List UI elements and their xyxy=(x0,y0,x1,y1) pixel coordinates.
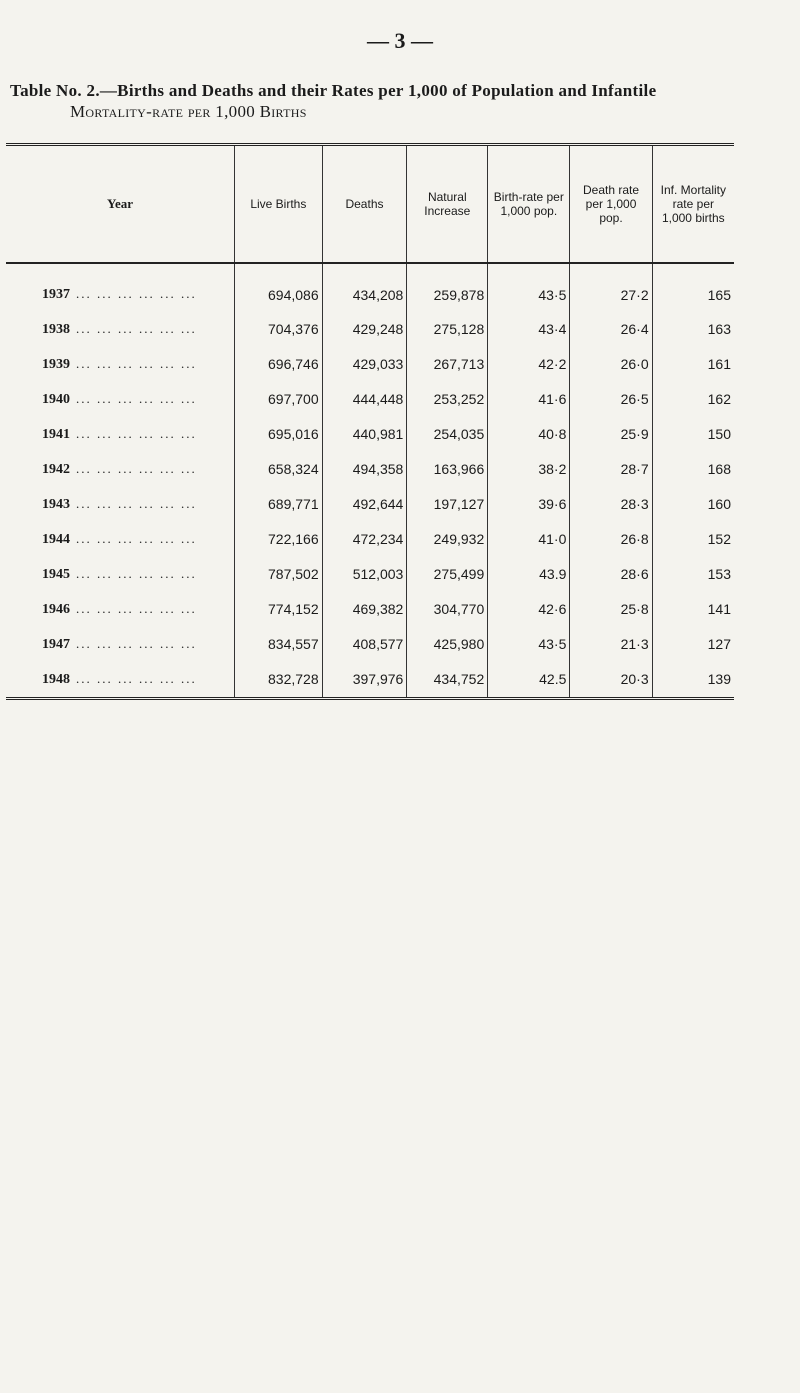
live-births-cell: 689,771 xyxy=(235,487,323,522)
inf-mortality-cell: 161 xyxy=(652,347,734,382)
death-rate-cell: 28·7 xyxy=(570,452,652,487)
death-rate-cell: 28·3 xyxy=(570,487,652,522)
leader-dots: ... ... ... ... ... ... xyxy=(76,320,197,336)
year-label: 1946 xyxy=(42,601,70,617)
natural-increase-cell: 275,499 xyxy=(407,557,488,592)
natural-increase-cell: 259,878 xyxy=(407,263,488,312)
death-rate-cell: 26·4 xyxy=(570,312,652,347)
leader-dots: ... ... ... ... ... ... xyxy=(76,355,197,371)
death-rate-cell: 27·2 xyxy=(570,263,652,312)
year-cell xyxy=(6,263,235,312)
deaths-cell: 492,644 xyxy=(322,487,407,522)
year-label: 1938 xyxy=(42,321,70,337)
live-births-cell: 774,152 xyxy=(235,592,323,627)
year-label: 1945 xyxy=(42,566,70,582)
header-inf-mortality: Inf. Mortality rate per 1,000 births xyxy=(652,145,734,263)
leader-dots: ... ... ... ... ... ... xyxy=(76,670,197,686)
death-rate-cell: 26·8 xyxy=(570,522,652,557)
table-row xyxy=(6,263,734,312)
live-births-cell: 697,700 xyxy=(235,382,323,417)
leader-dots: ... ... ... ... ... ... xyxy=(76,600,197,616)
year-cell xyxy=(6,522,235,557)
births-deaths-table xyxy=(6,143,734,700)
leader-dots: ... ... ... ... ... ... xyxy=(76,425,197,441)
inf-mortality-cell: 127 xyxy=(652,627,734,662)
leader-dots: ... ... ... ... ... ... xyxy=(76,530,197,546)
table-row xyxy=(6,522,734,557)
year-cell xyxy=(6,557,235,592)
live-births-cell: 694,086 xyxy=(235,263,323,312)
death-rate-cell: 20·3 xyxy=(570,662,652,699)
table-header-row xyxy=(6,145,734,263)
deaths-cell: 512,003 xyxy=(322,557,407,592)
deaths-cell: 472,234 xyxy=(322,522,407,557)
death-rate-cell: 21·3 xyxy=(570,627,652,662)
year-label: 1941 xyxy=(42,426,70,442)
birth-rate-cell: 42·2 xyxy=(488,347,570,382)
inf-mortality-cell: 168 xyxy=(652,452,734,487)
natural-increase-cell: 275,128 xyxy=(407,312,488,347)
live-births-cell: 787,502 xyxy=(235,557,323,592)
live-births-cell: 695,016 xyxy=(235,417,323,452)
table-row xyxy=(6,382,734,417)
birth-rate-cell: 39·6 xyxy=(488,487,570,522)
death-rate-cell: 26·5 xyxy=(570,382,652,417)
birth-rate-cell: 42.5 xyxy=(488,662,570,699)
deaths-cell: 429,248 xyxy=(322,312,407,347)
birth-rate-cell: 43·4 xyxy=(488,312,570,347)
year-cell xyxy=(6,487,235,522)
page-number: — 3 — xyxy=(367,28,433,53)
death-rate-cell: 25·8 xyxy=(570,592,652,627)
natural-increase-cell: 197,127 xyxy=(407,487,488,522)
natural-increase-cell: 425,980 xyxy=(407,627,488,662)
deaths-cell: 444,448 xyxy=(322,382,407,417)
death-rate-cell: 26·0 xyxy=(570,347,652,382)
birth-rate-cell: 42·6 xyxy=(488,592,570,627)
deaths-cell: 469,382 xyxy=(322,592,407,627)
live-births-cell: 658,324 xyxy=(235,452,323,487)
inf-mortality-cell: 141 xyxy=(652,592,734,627)
table-title-line-2: Mortality-rate per 1,000 Births xyxy=(70,102,307,121)
leader-dots: ... ... ... ... ... ... xyxy=(76,286,197,301)
year-label: 1942 xyxy=(42,461,70,477)
natural-increase-cell: 163,966 xyxy=(407,452,488,487)
deaths-cell: 434,208 xyxy=(322,263,407,312)
death-rate-cell: 28·6 xyxy=(570,557,652,592)
table-row xyxy=(6,312,734,347)
inf-mortality-cell: 152 xyxy=(652,522,734,557)
table-row xyxy=(6,452,734,487)
live-births-cell: 834,557 xyxy=(235,627,323,662)
natural-increase-cell: 304,770 xyxy=(407,592,488,627)
table-row xyxy=(6,557,734,592)
birth-rate-cell: 43.9 xyxy=(488,557,570,592)
table-row xyxy=(6,592,734,627)
year-label: 1948 xyxy=(42,671,70,687)
birth-rate-cell: 41·6 xyxy=(488,382,570,417)
inf-mortality-cell: 163 xyxy=(652,312,734,347)
leader-dots: ... ... ... ... ... ... xyxy=(76,495,197,511)
inf-mortality-cell: 150 xyxy=(652,417,734,452)
year-label: 1937 xyxy=(42,287,70,302)
header-death-rate: Death rate per 1,000 pop. xyxy=(570,145,652,263)
year-label: 1940 xyxy=(42,391,70,407)
year-cell xyxy=(6,382,235,417)
year-cell xyxy=(6,662,235,699)
leader-dots: ... ... ... ... ... ... xyxy=(76,390,197,406)
birth-rate-cell: 43·5 xyxy=(488,263,570,312)
year-cell xyxy=(6,627,235,662)
deaths-cell: 440,981 xyxy=(322,417,407,452)
year-label: 1944 xyxy=(42,531,70,547)
deaths-cell: 494,358 xyxy=(322,452,407,487)
inf-mortality-cell: 162 xyxy=(652,382,734,417)
header-live-births: Live Births xyxy=(235,145,323,263)
natural-increase-cell: 267,713 xyxy=(407,347,488,382)
deaths-cell: 408,577 xyxy=(322,627,407,662)
birth-rate-cell: 43·5 xyxy=(488,627,570,662)
natural-increase-cell: 254,035 xyxy=(407,417,488,452)
inf-mortality-cell: 160 xyxy=(652,487,734,522)
leader-dots: ... ... ... ... ... ... xyxy=(76,565,197,581)
leader-dots: ... ... ... ... ... ... xyxy=(76,460,197,476)
deaths-cell: 429,033 xyxy=(322,347,407,382)
year-label: 1939 xyxy=(42,356,70,372)
table-row xyxy=(6,347,734,382)
birth-rate-cell: 38·2 xyxy=(488,452,570,487)
table-title-line-1: Table No. 2.—Births and Deaths and their Rates per 1,000 of Population and Infantile xyxy=(10,81,657,100)
header-birth-rate: Birth-rate per 1,000 pop. xyxy=(488,145,570,263)
natural-increase-cell: 249,932 xyxy=(407,522,488,557)
birth-rate-cell: 41·0 xyxy=(488,522,570,557)
table-row xyxy=(6,487,734,522)
inf-mortality-cell: 153 xyxy=(652,557,734,592)
header-natural-increase: Natural Increase xyxy=(407,145,488,263)
natural-increase-cell: 434,752 xyxy=(407,662,488,699)
natural-increase-cell: 253,252 xyxy=(407,382,488,417)
live-births-cell: 722,166 xyxy=(235,522,323,557)
live-births-cell: 832,728 xyxy=(235,662,323,699)
year-label: 1943 xyxy=(42,496,70,512)
year-cell xyxy=(6,312,235,347)
inf-mortality-cell: 139 xyxy=(652,662,734,699)
leader-dots: ... ... ... ... ... ... xyxy=(76,635,197,651)
deaths-cell: 397,976 xyxy=(322,662,407,699)
table-row xyxy=(6,627,734,662)
year-cell xyxy=(6,452,235,487)
table-title xyxy=(10,80,790,122)
live-births-cell: 704,376 xyxy=(235,312,323,347)
year-cell xyxy=(6,592,235,627)
year-label: 1947 xyxy=(42,636,70,652)
table-row xyxy=(6,662,734,699)
birth-rate-cell: 40·8 xyxy=(488,417,570,452)
inf-mortality-cell: 165 xyxy=(652,263,734,312)
table-row xyxy=(6,417,734,452)
year-cell xyxy=(6,417,235,452)
year-cell xyxy=(6,347,235,382)
death-rate-cell: 25·9 xyxy=(570,417,652,452)
header-year: Year xyxy=(6,145,235,263)
header-deaths: Deaths xyxy=(322,145,407,263)
live-births-cell: 696,746 xyxy=(235,347,323,382)
